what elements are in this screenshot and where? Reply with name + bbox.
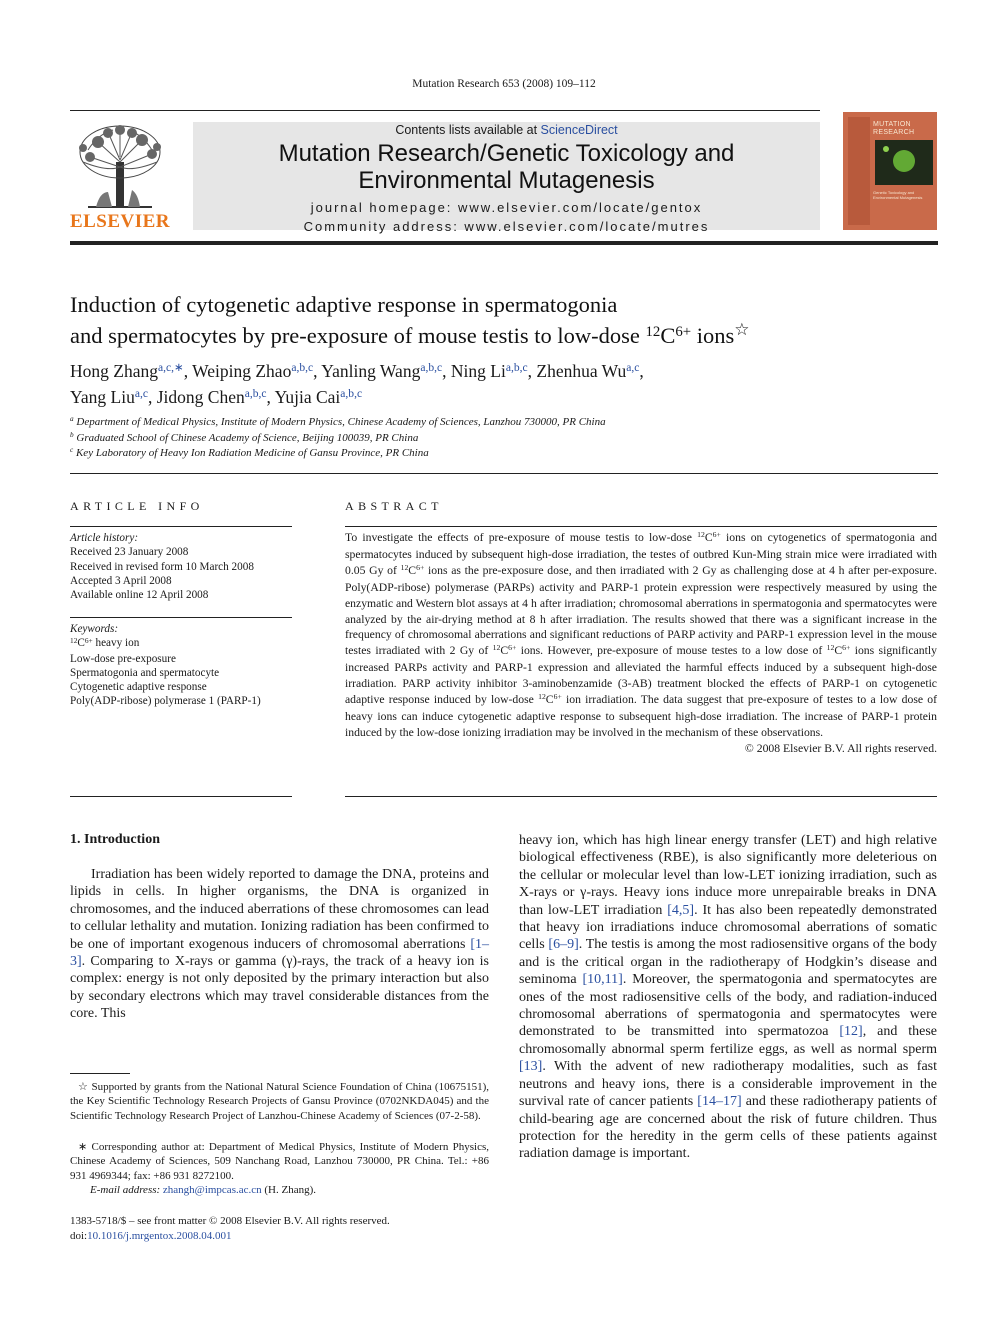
history-label: Article history: [70,532,139,544]
footnote-asterisk: ∗ [78,1141,88,1153]
body-text: . The testis is among the most radiosensitive organs of the body and is the critical organ in the radiotherapy of Hodgkin’s disease and seminoma [519,937,938,988]
citation-link[interactable]: [12] [839,1024,863,1040]
author[interactable]: Yanling Wang [321,361,421,381]
author-list [70,360,950,412]
isotope-mass: 12 [826,643,835,653]
revised-date: Received in revised form 10 March 2008 [70,560,254,573]
email-footnote [90,1184,316,1196]
ion-charge: 6+ [712,530,721,540]
citation-link[interactable]: [4,5] [667,902,695,918]
issn-block [70,1214,390,1243]
isotope-mass: 12 [400,562,409,572]
author-affiliation-marks[interactable]: a,c [134,388,148,401]
article-info-bottom-rule [70,796,292,797]
author[interactable]: Zhenhua Wu [536,361,627,381]
online-date: Available online 12 April 2008 [70,589,209,602]
isotope-mass: 12 [645,323,661,340]
author-separator: , [527,361,537,381]
isotope-mass: 12 [538,692,546,702]
keyword: Spermatogonia and spermatocyte [70,666,220,679]
doi-line [70,1229,390,1244]
isotope-mass: 12 [697,530,705,540]
abstract-text: To investigate the effects of pre-exposure of mouse testis to low-dose [345,531,698,544]
element-symbol: C [408,563,417,577]
keyword: Cytogenetic adaptive response [70,681,207,694]
cover-spine [848,117,870,225]
element-symbol: C [834,644,843,658]
abstract-rule [345,526,937,527]
author-separator: , [147,387,157,407]
cover-image [875,140,933,185]
affiliation-key: a [70,415,74,424]
abstract-bottom-rule [345,796,937,797]
cover-cell-shape [893,150,915,172]
citation-link[interactable]: [13] [519,1059,543,1075]
elsevier-wordmark[interactable]: ELSEVIER [69,211,171,232]
author-separator: , [639,361,644,381]
article-history [70,531,292,602]
isotope-mass: 12 [492,643,501,653]
received-date: Received 23 January 2008 [70,546,189,559]
keyword: Poly(ADP-ribose) polymerase 1 (PARP-1) [70,695,261,708]
doi-label: doi: [70,1229,88,1242]
title-text-end: ions [691,323,735,348]
article-info-rule [70,526,292,527]
citation-link[interactable]: [1–3] [70,936,489,970]
author-separator: , [183,361,193,381]
email-owner: (H. Zhang). [261,1184,316,1196]
keywords-label: Keywords: [70,623,119,635]
article-title [70,289,930,355]
affiliations [70,415,950,462]
email-label: E-mail address: [90,1184,163,1196]
abstract-text: ions on cytogenetics of spermatogonia and spermatocytes induced by subsequent high-dose irradiation, the testes of outbred Kun-Ming strain mice were irradiated with 0.05 Gy of [345,531,937,577]
abstract-text: ions as the pre-exposure dose, and then irradiated with 2 Gy as challenging dose at 4 h after per-exposure. Poly(ADP-ribose) polymerase (PARPs) activity and PARP-1 protein expression were respectively measured by using the enzymatic and Western blot assays at 4 h after irradiation; chromosomal aberrations in spermatogonia and spermatocytes were analyzed by the air-drying method at 8 h after irradiation. The results showed that there was a significant increase in the frequency of chromosomal aberrations and significant reductions of PARP activity and PARP-1 expression level in the mouse testes irradiated with 2 Gy of [345,563,937,658]
title-footnote-star[interactable]: ☆ [734,319,750,339]
isotope-mass: 12 [70,635,78,645]
author[interactable]: Hong Zhang [70,361,158,381]
journal-reference: Mutation Research 653 (2008) 109–112 [412,78,596,90]
abstract-body [345,530,937,757]
keyword-text: heavy ion [92,637,140,650]
ion-charge: 6+ [84,635,93,645]
footnote-rule [70,1073,130,1074]
header-top-rule [70,110,820,111]
element-symbol: C [660,323,676,348]
author[interactable]: Yang Liu [70,387,135,407]
element-symbol: C [500,644,509,658]
contents-line [193,123,820,137]
sciencedirect-link[interactable]: ScienceDirect [540,123,618,137]
author-affiliation-marks[interactable]: a,b,c [244,388,267,401]
ion-charge: 6+ [675,323,692,340]
introduction-heading: 1. Introduction [70,832,160,847]
affiliation-key: b [70,430,74,439]
author-affiliation-marks[interactable]: a,b,c [505,362,528,375]
email-link[interactable]: zhangh@impcas.ac.cn [162,1184,262,1196]
journal-homepage[interactable]: journal homepage: www.elsevier.com/locate/gentox [310,200,703,215]
cover-title [873,121,914,137]
journal-banner [193,122,820,234]
affiliation [70,415,950,431]
introduction-column-2 [519,832,937,1163]
citation-link[interactable]: [10,11] [582,972,623,988]
body-text: Irradiation has been widely reported to damage the DNA, proteins and lipids in cells. In higher organisms, the DNA is organized in chromosomes, and the induced aberrations of these chromosomes can lead to cellular lethality and mutation. Ionizing radiation has been confirmed to be one of important exogenous inducers of chromosomal aberrations [70,867,489,952]
author-affiliation-marks[interactable]: a,b,c [291,362,314,375]
author-affiliation-marks[interactable]: a,b,c [420,362,443,375]
affiliation-text: Graduated School of Chinese Academy of Science, Beijing 100039, PR China [76,431,419,444]
article-title-line-1: Induction of cytogenetic adaptive response in spermatogonia [70,292,618,317]
author-affiliation-marks[interactable]: a,b,c [340,388,363,401]
title-text: and spermatocytes by pre-exposure of mouse testis to low-dose [70,323,646,348]
journal-cover-thumbnail[interactable] [843,112,937,230]
abstract-text: ion irradiation. The data suggest that pre-exposure of testes to a low dose of heavy ions can induce cytogenetic adaptive response to subsequent high-dose irradiation. The increase of PARP-1 protein induced by the low-dose ionizing irradiation may be involved in the mechanism of these observations. [345,693,937,739]
author[interactable]: Jidong Chen [156,387,245,407]
author-affiliation-marks[interactable]: a,c,∗ [157,362,184,375]
author-separator: , [266,387,275,407]
element-symbol: C [704,531,713,544]
author-affiliation-marks[interactable]: a,c [626,362,640,375]
journal-title-line-1: Mutation Research/Genetic Toxicology and [278,140,735,167]
introduction-paragraph [70,866,489,1023]
footnote-star: ☆ [78,1081,89,1093]
accepted-date: Accepted 3 April 2008 [70,574,172,587]
author[interactable]: Yujia Cai [274,387,341,407]
body-text: and these radiotherapy patients of child-bearing age are concerned about the risk of future children. Thus protection for the heredity in the germ cells of these patients against radiation damage is important. [519,1094,938,1162]
cover-title-line-2: RESEARCH [873,129,915,136]
affiliation-rule [70,473,938,474]
affiliation [70,446,950,462]
body-text: . With the advent of new radiotherapy modalities, such as fast neutrons and heavy ions, there is a considerable improvement in the survival rate of cancer patients [519,1059,937,1110]
corresponding-author-footnote [70,1140,489,1183]
author[interactable]: Ning Li [450,361,506,381]
funding-footnote [70,1080,489,1123]
abstract-text: ions. However, pre-exposure of mouse testes to a low dose of [516,644,827,658]
abstract-text: ions significantly increased PARPs activity and PARP-1 expression and alleviated the harmful effects induced by a subsequent high-dose irradiation. PARP activity inhibitor 3-aminobenzamide (3-AB) treatment blocked the effects of PARP-1 on cytogenetic adaptive response induced by low-dose [345,644,937,707]
author-separator: , [313,361,322,381]
ion-charge: 6+ [553,692,562,702]
abstract-heading: ABSTRACT [345,499,443,513]
cover-title-line-1: MUTATION [873,121,911,128]
article-title-line-2 [70,320,930,355]
affiliation-key: c [70,446,74,455]
body-text: . Comparing to X-rays or gamma (γ)-rays, the track of a heavy ion is complex: energy is not only deposited by the primary interaction but also by secondary electrons which may travel considerable distances from the core. This [70,954,489,1022]
article-info-heading: ARTICLE INFO [70,499,204,513]
header-thick-rule [70,241,938,245]
keyword: Low-dose pre-exposure [70,652,176,665]
body-text: . It has also been repeatedly demonstrated that heavy ion irradiations induce chromosomal aberrations of somatic cells [519,902,937,953]
body-text: . Moreover, the spermatogonia and spermatocytes are ones of the most radiosensitive cells of the body, and radiation-induced chromosomal aberrations of spermatogonia and spermatocytes were demonstrated to be transmitted into spermatozoa [519,972,938,1040]
footnote-text: Supported by grants from the National Natural Science Foundation of China (10675151), the Key Scientific Technology Research Projects of Gansu Province (0702NKDA045) and the Scientific Technology Research Project of Lanzhou-Chinese Academy of Sciences (07-2-58). [70,1081,489,1122]
keywords [70,622,292,709]
keyword [70,636,292,651]
ion-charge: 6+ [416,562,425,572]
journal-title-line-2: Environmental Mutagenesis [358,167,655,194]
keywords-rule [70,617,292,618]
affiliation-text: Key Laboratory of Heavy Ion Radiation Medicine of Gansu Province, PR China [75,447,429,459]
journal-title [193,140,820,194]
author[interactable]: Weiping Zhao [192,361,292,381]
affiliation-text: Department of Medical Physics, Institute of Modern Physics, Chinese Academy of Sciences, Lanzhou 730000, PR China [76,416,606,428]
citation-link[interactable]: [14–17] [697,1094,742,1110]
author-separator: , [442,361,451,381]
cover-dot [883,146,889,152]
affiliation [70,431,950,447]
element-symbol: C [77,637,85,650]
citation-link[interactable]: [6–9] [548,937,579,953]
issn-line: 1383-5718/$ – see front matter © 2008 Elsevier B.V. All rights reserved. [70,1215,390,1227]
body-text: heavy ion, which has high linear energy transfer (LET) and high relative biological effectiveness (RBE), is also significantly more deleterious on the cellular or molecular level than low-LET ionizing irradiation, such as X-rays or γ-rays. Heavy ions induce more unrepairable breaks in DNA than low-LET irradiation [519,833,937,918]
doi-link[interactable]: 10.1016/j.mrgentox.2008.04.001 [87,1229,232,1242]
footnote-text: Corresponding author at: Department of Medical Physics, Institute of Modern Physics, Chinese Academy of Sciences, 509 Nanchang Road, Lanzhou 730000, PR China. Tel.: +86 931 4969344; fax: +86 931 8272100. [70,1141,489,1182]
contents-prefix: Contents lists available at [395,123,541,137]
body-text: , and these chromosomally abnormal sperm fertilize eggs, as well as normal sperm [519,1024,937,1057]
element-symbol: C [545,693,554,707]
copyright-notice: © 2008 Elsevier B.V. All rights reserved. [744,741,937,755]
ion-charge: 6+ [508,643,517,653]
cover-subtitle: Genetic Toxicology and Environmental Mutagenesis [873,190,923,200]
community-address[interactable]: Community address: www.elsevier.com/locate/mutres [303,219,710,234]
ion-charge: 6+ [842,643,851,653]
